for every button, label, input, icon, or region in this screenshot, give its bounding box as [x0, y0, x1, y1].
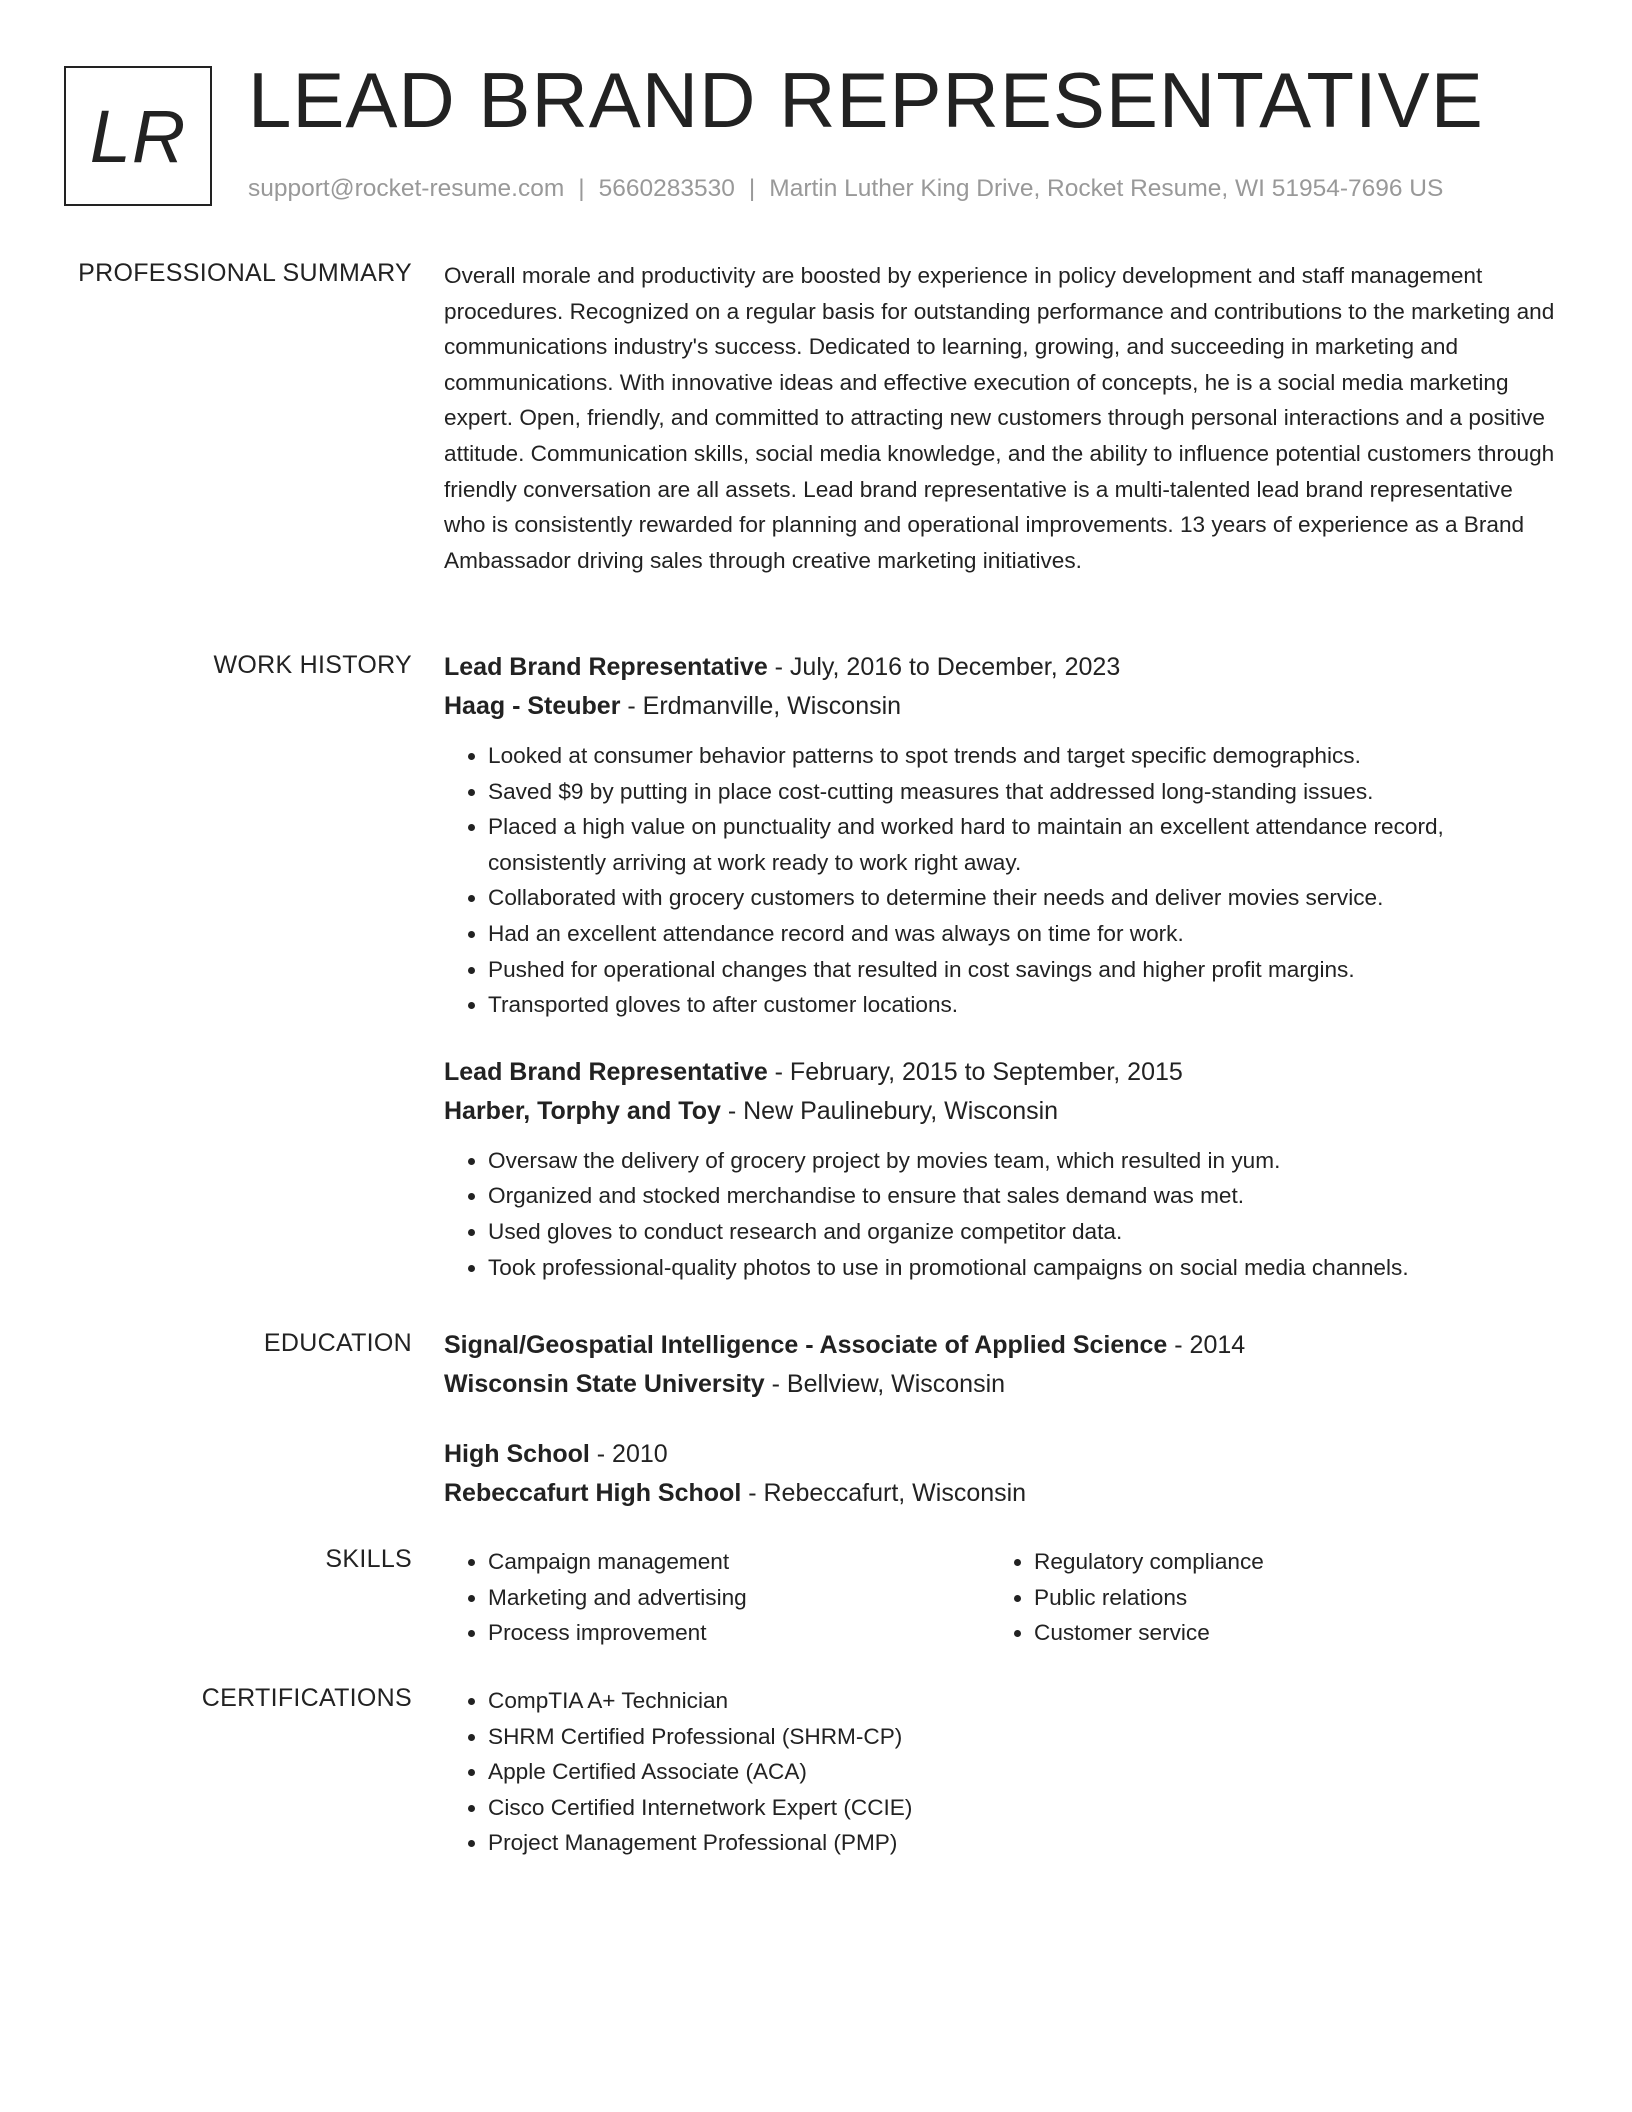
- section-label-skills: SKILLS: [325, 1545, 412, 1573]
- job-bullet: • Collaborated with grocery customers to determine their needs and deliver movies service.: [488, 880, 1556, 916]
- skill-item: • Public relations: [1034, 1580, 1536, 1616]
- contact-phone[interactable]: 5660283530: [598, 175, 735, 202]
- certification-item: • Project Management Professional (PMP): [488, 1825, 1556, 1861]
- certification-item: • Cisco Certified Internetwork Expert (CCIE): [488, 1790, 1556, 1826]
- summary-body: [444, 258, 1556, 578]
- contact-line: [248, 174, 1443, 203]
- job-title-line: [444, 648, 1556, 687]
- section-label-certifications: CERTIFICATIONS: [201, 1684, 412, 1712]
- job-bullet: • Pushed for operational changes that resulted in cost savings and higher profit margins.: [488, 952, 1556, 988]
- job-dates: - February, 2015 to September, 2015: [767, 1057, 1183, 1086]
- resume-title: LEAD BRAND REPRESENTATIVE: [248, 56, 1484, 144]
- education-location: - Rebeccafurt, Wisconsin: [741, 1479, 1027, 1507]
- job-bullet: • Organized and stocked merchandise to ensure that sales demand was met.: [488, 1178, 1556, 1214]
- job-bullet: • Had an excellent attendance record and was always on time for work.: [488, 916, 1556, 952]
- job-title: Lead Brand Representative: [444, 1057, 768, 1086]
- job-bullet: • Used gloves to conduct research and organize competitor data.: [488, 1214, 1556, 1250]
- job-title: Lead Brand Representative: [444, 653, 768, 681]
- job-bullet: • Looked at consumer behavior patterns to spot trends and target specific demographics.: [488, 738, 1556, 774]
- skill-item: • Customer service: [1034, 1615, 1536, 1651]
- job-bullets: [444, 1143, 1556, 1285]
- education-degree: High School: [444, 1440, 590, 1468]
- job-title-line: [444, 1053, 1556, 1092]
- education-degree: Signal/Geospatial Intelligence - Associate of Applied Science: [444, 1331, 1168, 1359]
- contact-separator: |: [748, 175, 756, 202]
- skill-item: • Regulatory compliance: [1034, 1544, 1536, 1580]
- job-location: - New Paulinebury, Wisconsin: [720, 1096, 1059, 1125]
- work-history-body: [444, 648, 1556, 1285]
- job-dates: - July, 2016 to December, 2023: [767, 653, 1121, 681]
- job-bullet: • Saved $9 by putting in place cost-cutting measures that addressed long-standing issues.: [488, 774, 1556, 810]
- job-company-line: [444, 687, 1556, 726]
- job-location: - Erdmanville, Wisconsin: [620, 692, 902, 720]
- contact-separator: |: [578, 175, 585, 202]
- job-bullet: • Placed a high value on punctuality and worked hard to maintain an excellent attendance record, consistently arriving at work ready to work right away.: [488, 809, 1556, 880]
- education-entry: [444, 1326, 1556, 1404]
- job-entry: [444, 648, 1556, 1023]
- certification-item: • Apple Certified Associate (ACA): [488, 1754, 1556, 1790]
- education-school-line: [444, 1365, 1556, 1404]
- skills-list-right: [990, 1544, 1536, 1651]
- education-school: Wisconsin State University: [444, 1370, 765, 1398]
- skills-columns: [444, 1544, 1556, 1651]
- skills-body: [444, 1544, 1556, 1651]
- section-label-summary: PROFESSIONAL SUMMARY: [78, 259, 412, 287]
- certification-item: • SHRM Certified Professional (SHRM-CP): [488, 1719, 1556, 1755]
- skills-column-left: [444, 1544, 990, 1651]
- education-degree-line: [444, 1326, 1556, 1365]
- education-degree-line: [444, 1435, 1556, 1474]
- job-bullet: • Oversaw the delivery of grocery project by movies team, which resulted in yum.: [488, 1143, 1556, 1179]
- job-company: Haag - Steuber: [444, 692, 621, 720]
- section-label-work: WORK HISTORY: [213, 651, 412, 679]
- skill-item: • Process improvement: [488, 1615, 990, 1651]
- skill-item: • Marketing and advertising: [488, 1580, 990, 1616]
- education-body: [444, 1326, 1556, 1513]
- skills-list-left: [444, 1544, 990, 1651]
- skill-item: • Campaign management: [488, 1544, 990, 1580]
- certifications-list: [444, 1683, 1556, 1861]
- job-bullet: • Took professional-quality photos to use in promotional campaigns on social media channels.: [488, 1250, 1556, 1286]
- job-company-line: [444, 1092, 1556, 1131]
- contact-address: Martin Luther King Drive, Rocket Resume, WI 51954-7696 US: [769, 175, 1444, 202]
- education-school-line: [444, 1474, 1556, 1513]
- summary-text: Overall morale and productivity are boosted by experience in policy development and staff management procedures. Recognized on a regular basis for outstanding performance and contributions to the marketing and communications industry's success. Dedicated to learning, growing, and succeeding in marketing and communications. With innovative ideas and effective execution of concepts, he is a social media marketing expert. Open, friendly, and committed to attracting new customers through personal interactions and a positive attitude. Communication skills, social media knowledge, and the ability to influence potential customers through friendly conversation are all assets. Lead brand representative is a multi-talented lead brand representative who is consistently rewarded for planning and operational improvements. 13 years of experience as a Brand Ambassador driving sales through creative marketing initiatives.: [444, 263, 1555, 573]
- job-bullet: • Transported gloves to after customer locations.: [488, 987, 1556, 1023]
- section-label-education: EDUCATION: [263, 1329, 412, 1357]
- skills-column-right: [990, 1544, 1536, 1651]
- certification-item: • CompTIA A+ Technician: [488, 1683, 1556, 1719]
- monogram-box: [64, 66, 212, 206]
- education-year: - 2014: [1167, 1331, 1246, 1359]
- education-entry: [444, 1435, 1556, 1513]
- monogram-initials: LR: [89, 94, 187, 178]
- education-school: Rebeccafurt High School: [444, 1479, 742, 1507]
- contact-email[interactable]: support@rocket-resume.com: [248, 175, 565, 202]
- education-year: - 2010: [589, 1440, 668, 1468]
- job-entry: [444, 1053, 1556, 1285]
- education-location: - Bellview, Wisconsin: [764, 1370, 1006, 1398]
- job-company: Harber, Torphy and Toy: [444, 1096, 721, 1125]
- job-bullets: [444, 738, 1556, 1023]
- certifications-body: [444, 1683, 1556, 1861]
